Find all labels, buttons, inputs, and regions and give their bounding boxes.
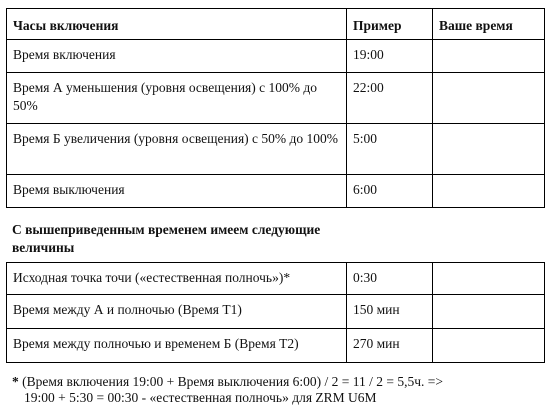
row-empty-cell bbox=[433, 263, 545, 295]
row-your-time-b[interactable] bbox=[433, 124, 545, 175]
table-row bbox=[7, 40, 545, 73]
row-your-time-a[interactable] bbox=[433, 73, 545, 124]
table-row bbox=[7, 175, 545, 208]
row-value-time-t2: 270 мин bbox=[347, 329, 433, 363]
row-label-time-t1: Время между А и полночью (Время Т1) bbox=[7, 295, 347, 329]
derived-values-table bbox=[6, 262, 545, 363]
row-your-switch-on-time[interactable] bbox=[433, 40, 545, 73]
row-label-natural-midnight: Исходная точка точи («естественная полночь»)* bbox=[7, 263, 347, 295]
row-label-time-a: Время А уменьшения (уровня освещения) с 100% до 50% bbox=[7, 73, 347, 124]
footnote bbox=[12, 374, 542, 406]
row-example-time-b: 5:00 bbox=[347, 124, 433, 175]
footnote-line-2: 19:00 + 5:30 = 00:30 - «естественная полночь» для ZRM U6M bbox=[24, 390, 377, 405]
row-example-switch-off-time: 6:00 bbox=[347, 175, 433, 208]
section-heading: С вышеприведенным временем имеем следующие величины bbox=[12, 222, 321, 255]
table-row bbox=[7, 124, 545, 175]
table-row bbox=[7, 263, 545, 295]
footnote-text-1: (Время включения 19:00 + Время выключения 6:00) / 2 = 11 / 2 = 5,5ч. => bbox=[22, 374, 444, 389]
table-row bbox=[7, 73, 545, 124]
row-value-time-t1: 150 мин bbox=[347, 295, 433, 329]
header-example: Пример bbox=[347, 9, 433, 40]
table-header-row bbox=[7, 9, 545, 40]
footnote-line-1 bbox=[12, 374, 542, 390]
table-row bbox=[7, 295, 545, 329]
header-switch-on-hours: Часы включения bbox=[7, 9, 347, 40]
row-label-switch-off-time: Время выключения bbox=[7, 175, 347, 208]
row-example-time-a: 22:00 bbox=[347, 73, 433, 124]
footnote-marker: * bbox=[12, 374, 19, 389]
row-example-switch-on-time: 19:00 bbox=[347, 40, 433, 73]
row-empty-cell bbox=[433, 329, 545, 363]
table-row bbox=[7, 329, 545, 363]
row-label-switch-on-time: Время включения bbox=[7, 40, 347, 73]
row-label-time-b: Время Б увеличения (уровня освещения) с 50% до 100% bbox=[7, 124, 347, 175]
row-label-time-t2: Время между полночью и временем Б (Время Т2) bbox=[7, 329, 347, 363]
switch-on-hours-table bbox=[6, 8, 545, 208]
row-empty-cell bbox=[433, 295, 545, 329]
row-value-natural-midnight: 0:30 bbox=[347, 263, 433, 295]
row-your-switch-off-time[interactable] bbox=[433, 175, 545, 208]
header-your-time: Ваше время bbox=[433, 9, 545, 40]
